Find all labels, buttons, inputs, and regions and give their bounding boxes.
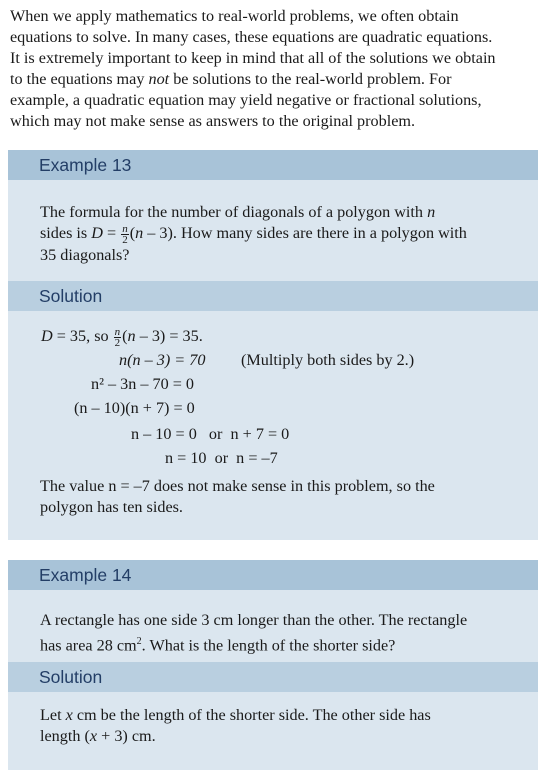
solution-step-1 <box>41 326 203 348</box>
example-14-box <box>8 560 538 770</box>
paren-open: ( <box>129 224 136 242</box>
intro-line <box>10 69 540 90</box>
fraction-numerator: n <box>114 325 121 338</box>
variable-x: x <box>65 706 73 724</box>
step-text: = 35, so <box>52 327 113 345</box>
solution-step-2: n(n – 3) = 70 <box>119 351 206 369</box>
example-14-solution-heading: Solution <box>8 662 538 692</box>
example-13-box <box>8 150 538 540</box>
solution-step-4: (n – 10)(n + 7) = 0 <box>74 399 195 417</box>
conclusion-line: polygon has ten sides. <box>40 498 183 516</box>
question-text: sides is <box>40 224 88 242</box>
example-13-conclusion <box>40 476 435 518</box>
variable-x: x <box>89 727 98 745</box>
conclusion-line: The value n = –7 does not make sense in this problem, so the <box>40 477 435 495</box>
intro-line: When we apply mathematics to real-world problems, we often obtain <box>10 7 459 25</box>
paren-open: ( <box>122 327 128 345</box>
equals-sign: = <box>102 224 121 242</box>
variable-n: n <box>127 327 136 345</box>
superscript: 2 <box>136 636 142 647</box>
fraction-denominator: 2 <box>114 336 121 349</box>
intro-line: equations to solve. In many cases, these equations are quadratic equations. <box>10 28 493 46</box>
example-13-heading: Example 13 <box>8 150 538 180</box>
solution-step-5: n – 10 = 0 or n + 7 = 0 <box>131 425 290 443</box>
solution-line <box>40 726 431 747</box>
fraction-numerator: n <box>122 222 128 235</box>
solution-step-6: n = 10 or n = –7 <box>165 449 278 467</box>
question-text: The formula for the number of diagonals of a polygon with <box>40 203 424 221</box>
question-line <box>40 202 467 223</box>
intro-text: to the equations may <box>10 70 145 88</box>
fraction-n-over-2 <box>121 224 129 245</box>
intro-line: example, a quadratic equation may yield negative or fractional solutions, <box>10 91 482 109</box>
intro-line: It is extremely important to keep in mind that all of the solutions we obtain <box>10 49 496 67</box>
variable-n: n <box>427 203 436 221</box>
example-14-solution <box>40 705 431 747</box>
solution-text: length ( <box>40 727 90 745</box>
solution-line <box>40 705 431 726</box>
solution-text: cm be the length of the shorter side. The other side has <box>76 706 431 724</box>
intro-paragraph <box>10 6 540 132</box>
question-line: 35 diagonals? <box>40 245 130 264</box>
question-line <box>40 631 467 656</box>
intro-line: which may not make sense as answers to the original problem. <box>10 112 416 130</box>
variable-n: n <box>135 224 144 242</box>
solution-step-2-note: (Multiply both sides by 2.) <box>241 351 415 369</box>
question-text: . What is the length of the shorter side? <box>141 636 396 655</box>
variable-D: D <box>41 327 53 345</box>
example-14-question <box>40 610 467 656</box>
intro-emphasis: not <box>148 70 170 88</box>
variable-D: D <box>91 224 103 242</box>
question-line: A rectangle has one side 3 cm longer than the other. The rectangle <box>40 611 468 629</box>
question-text: – 3). How many sides are there in a polygon with <box>143 224 467 242</box>
example-13-solution-heading: Solution <box>8 281 538 311</box>
step-text: – 3) = 35. <box>135 327 203 345</box>
fraction-denominator: 2 <box>122 233 128 246</box>
example-13-question <box>40 202 467 266</box>
intro-text: be solutions to the real-world problem. For <box>173 70 452 88</box>
solution-text: + 3) cm. <box>97 727 156 745</box>
solution-text: Let <box>40 706 62 724</box>
solution-step-3: n² – 3n – 70 = 0 <box>91 375 195 393</box>
fraction-n-over-2 <box>114 327 122 348</box>
question-text: has area 28 cm <box>40 636 137 655</box>
question-line <box>40 223 467 245</box>
example-14-heading: Example 14 <box>8 560 538 590</box>
